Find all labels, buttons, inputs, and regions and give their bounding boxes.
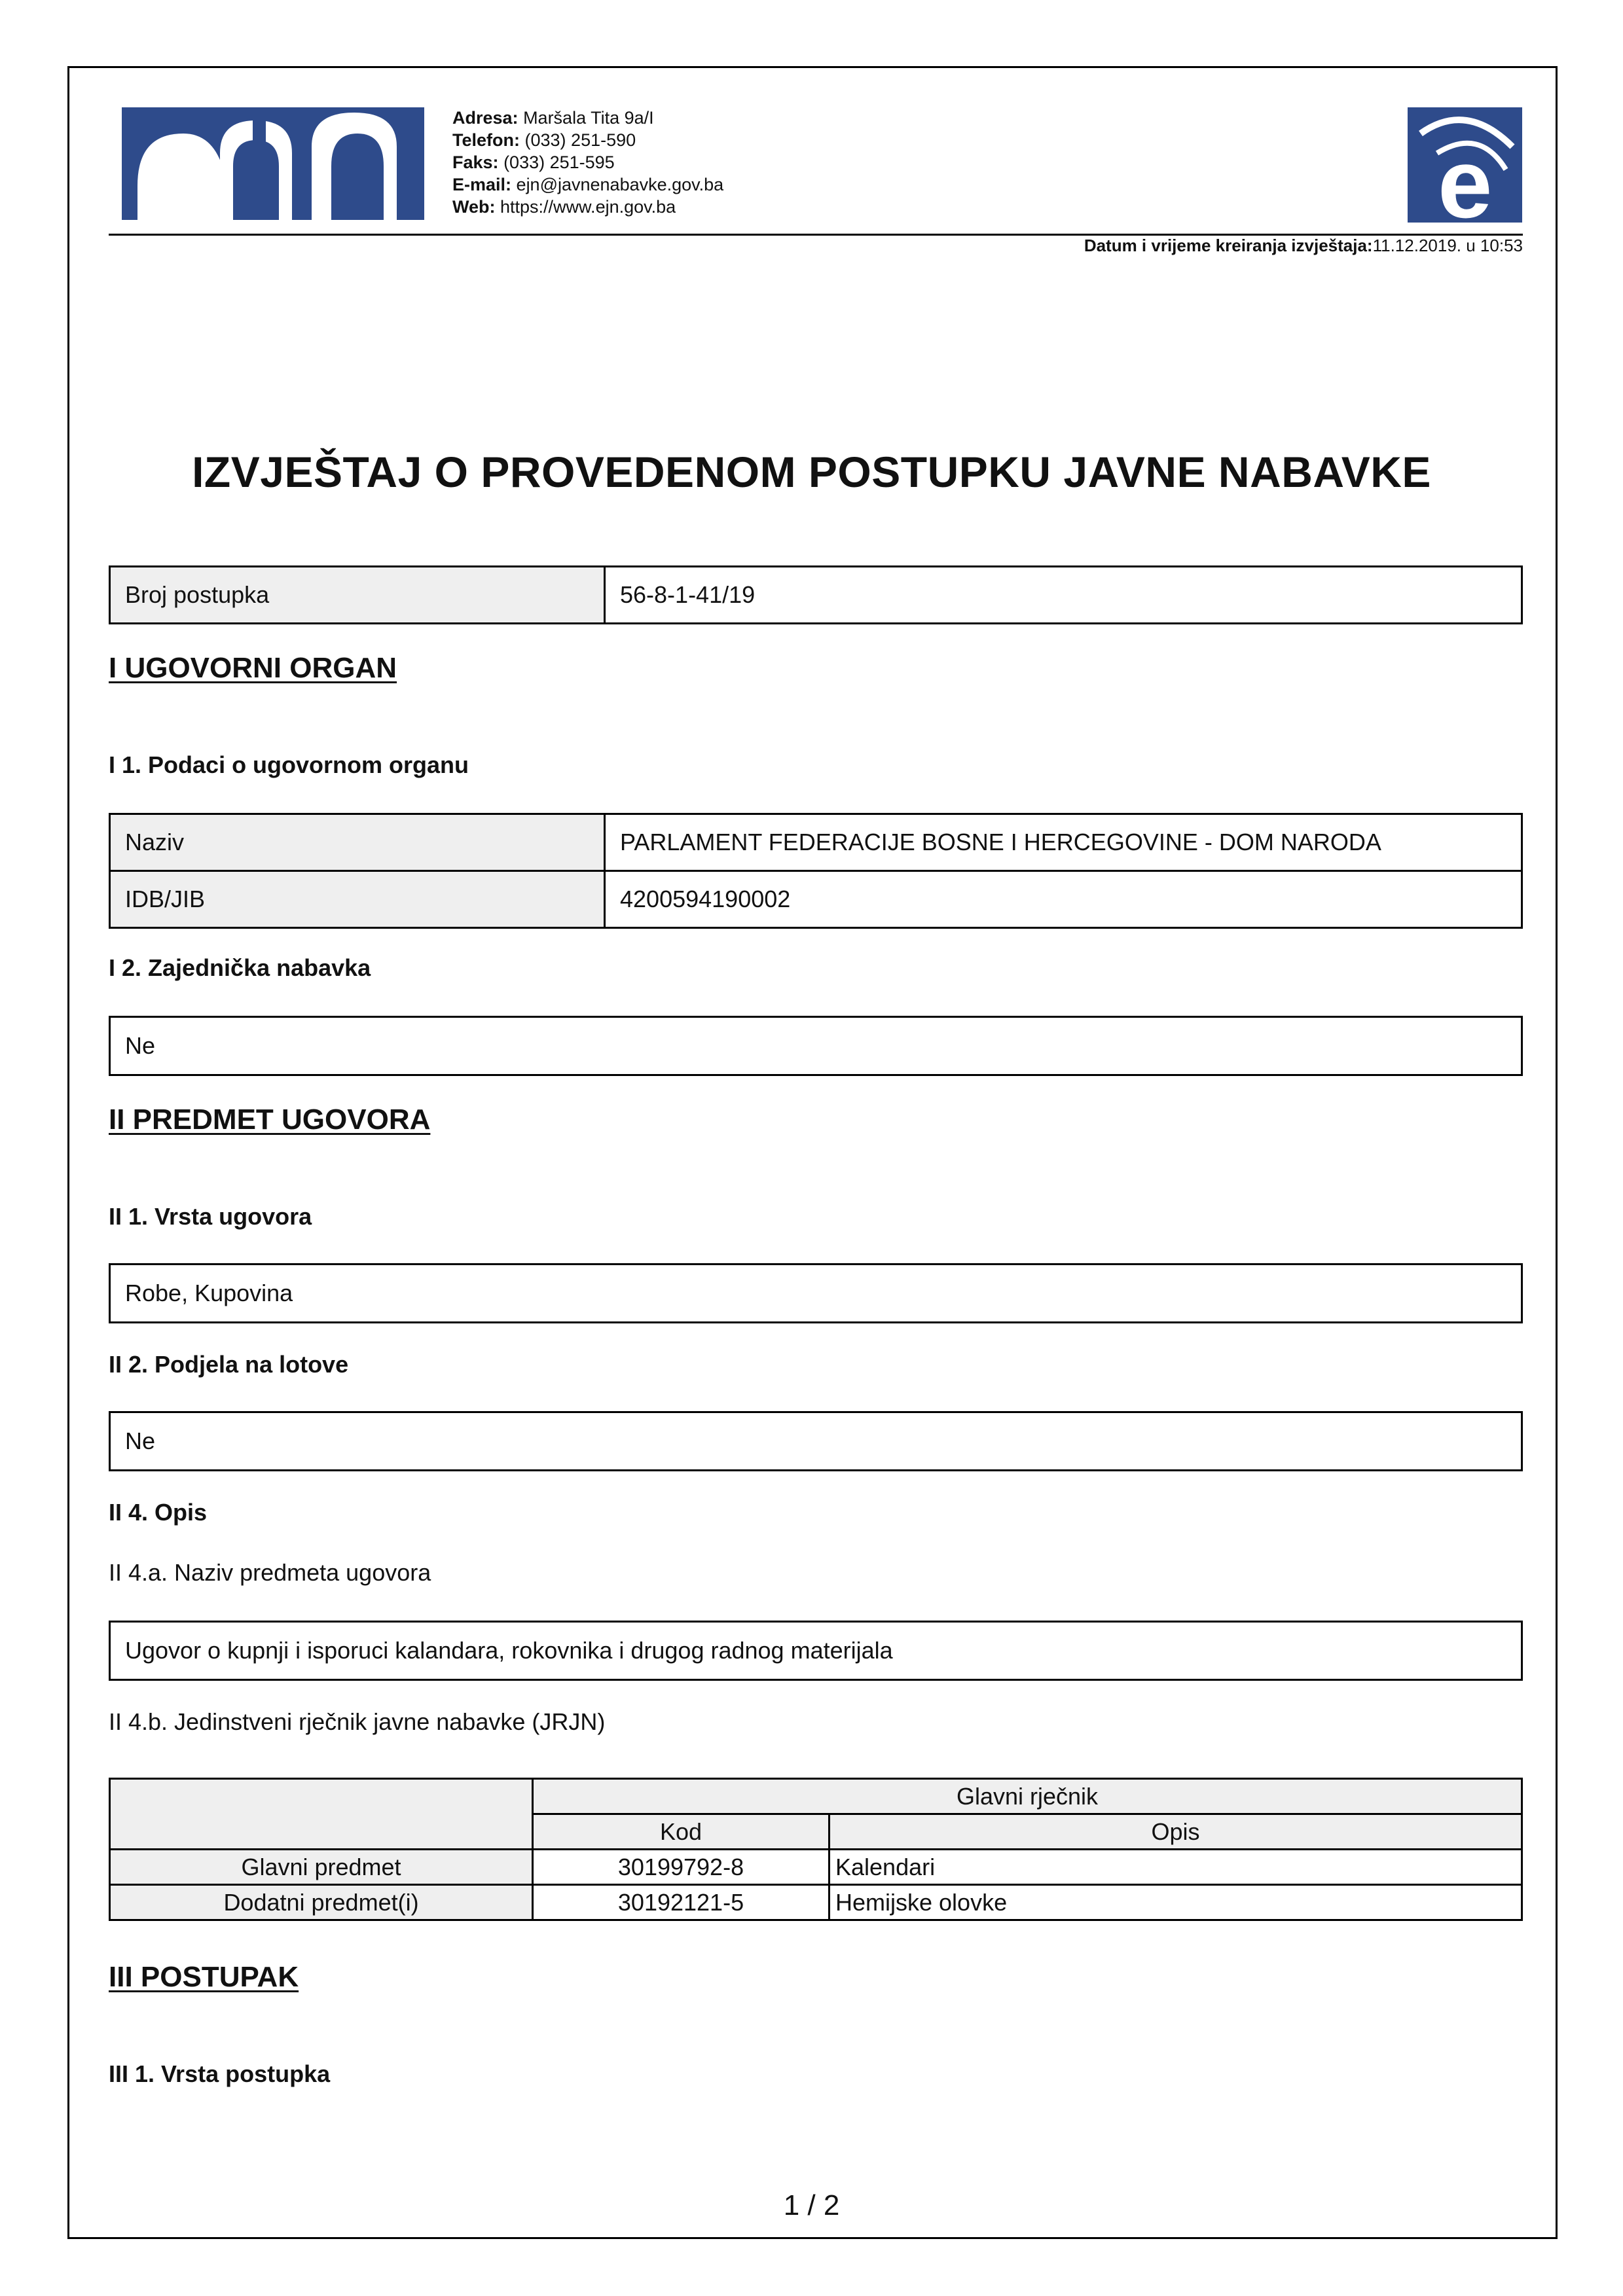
jrjn-table [109,1778,1523,1921]
lots-box [109,1411,1523,1471]
lots-value: Ne [125,1427,156,1454]
table-row [110,1885,1522,1920]
phone-value: (033) 251-590 [524,130,636,150]
section-2-heading: II PREDMET UGOVORA [109,1103,431,1136]
section-1-1-heading: I 1. Podaci o ugovornom organu [109,751,469,778]
jrjn-col-desc: Opis [830,1814,1522,1850]
section-1-heading: I UGOVORNI ORGAN [109,652,397,684]
table-row [110,1850,1522,1885]
jrjn-group-header: Glavni rječnik [533,1779,1522,1814]
section-3-heading: III POSTUPAK [109,1961,299,1993]
joint-procurement-box [109,1016,1523,1076]
table-row [111,870,1521,927]
procedure-number-label: Broj postupka [111,567,606,622]
contact-block [452,107,723,218]
section-1-2-heading: I 2. Zajednička nabavka [109,954,371,981]
joint-procurement-value: Ne [125,1032,156,1059]
jrjn-row-label: Glavni predmet [110,1850,533,1885]
jrjn-row-desc: Kalendari [830,1850,1522,1885]
phone-label: Telefon: [452,130,520,150]
table-row [110,1779,1522,1814]
authority-id-value: 4200594190002 [606,872,1521,927]
section-2-2-heading: II 2. Podjela na lotove [109,1351,349,1378]
web-label: Web: [452,197,496,217]
authority-name-value: PARLAMENT FEDERACIJE BOSNE I HERCEGOVINE - DOM NARODA [606,815,1521,870]
page-number: 1 / 2 [783,2189,840,2221]
fax-label: Faks: [452,152,499,172]
fax-value: (033) 251-595 [503,152,615,172]
jrjn-row-label: Dodatni predmet(i) [110,1885,533,1920]
created-value: 11.12.2019. u 10:53 [1372,236,1523,255]
email-label: E-mail: [452,175,512,194]
authority-id-label: IDB/JIB [111,872,606,927]
table-row [111,815,1521,870]
jrjn-col-code: Kod [533,1814,830,1850]
subject-name-value: Ugovor o kupnji i isporuci kalandara, rokovnika i drugog radnog materijala [125,1637,893,1664]
subject-name-box [109,1621,1523,1681]
contracting-authority-table [109,813,1523,929]
authority-name-label: Naziv [111,815,606,870]
report-created [1084,236,1523,256]
ejn-logo-icon [1408,107,1522,223]
address-value: Maršala Tita 9a/I [523,108,654,128]
jrjn-row-code: 30199792-8 [533,1850,830,1885]
jn-logo-icon [122,107,424,220]
created-label: Datum i vrijeme kreiranja izvještaja: [1084,236,1373,255]
contract-type-box [109,1263,1523,1323]
address-label: Adresa: [452,108,519,128]
section-2-1-heading: II 1. Vrsta ugovora [109,1203,312,1230]
contract-type-value: Robe, Kupovina [125,1280,293,1306]
jrjn-row-code: 30192121-5 [533,1885,830,1920]
web-value[interactable]: https://www.ejn.gov.ba [500,197,676,217]
page-title: IZVJEŠTAJ O PROVEDENOM POSTUPKU JAVNE NABAVKE [192,448,1431,496]
section-2-4a-label: II 4.a. Naziv predmeta ugovora [109,1559,431,1586]
procedure-number-table [109,565,1523,624]
jrjn-row-desc: Hemijske olovke [830,1885,1522,1920]
section-2-4b-label: II 4.b. Jedinstveni rječnik javne nabavke (JRJN) [109,1708,606,1735]
email-value[interactable]: ejn@javnenabavke.gov.ba [516,175,724,194]
jrjn-empty-header [110,1779,533,1850]
section-2-4-heading: II 4. Opis [109,1499,208,1526]
procedure-number-value: 56-8-1-41/19 [606,567,1521,622]
svg-text:e: e [1438,128,1493,223]
section-3-1-heading: III 1. Vrsta postupka [109,2060,331,2087]
